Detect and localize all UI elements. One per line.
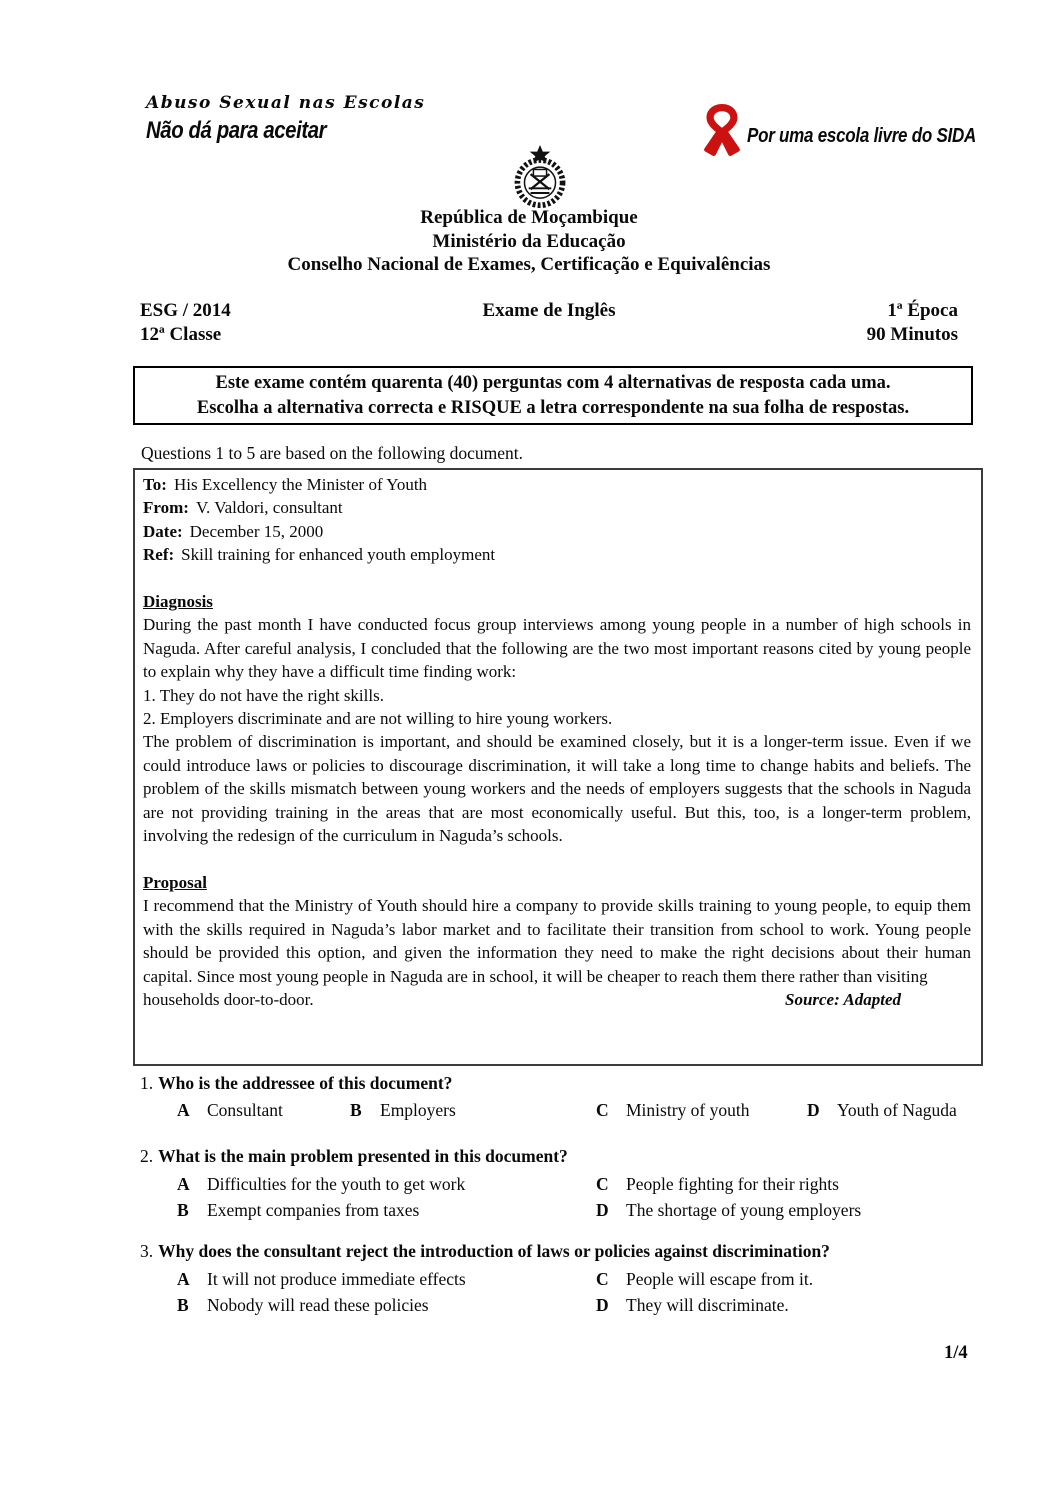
question-2-option-a: [177, 1171, 596, 1197]
diagnosis-reason-2: 2. Employers discriminate and are not willing to hire young workers.: [143, 709, 613, 729]
question-3-option-d: [596, 1292, 1020, 1318]
exam-code: ESG / 2014: [140, 300, 231, 321]
option-letter: B: [350, 1100, 362, 1120]
option-text: They will discriminate.: [626, 1295, 789, 1315]
question-3: [140, 1239, 1020, 1318]
option-text: Consultant: [207, 1100, 283, 1120]
question-3-text: Why does the consultant reject the introduction of laws or policies against discrimination?: [158, 1241, 830, 1261]
option-letter: D: [807, 1100, 820, 1120]
question-3-option-a: [177, 1266, 596, 1292]
option-letter: B: [177, 1200, 189, 1220]
instructions-line2: Escolha a alternativa correcta e RISQUE a letra correspondente na sua folha de respostas.: [196, 397, 910, 418]
question-1-options: [140, 1100, 1020, 1126]
option-text: People fighting for their rights: [626, 1174, 839, 1194]
mozambique-emblem-icon: [506, 145, 574, 209]
memo-from-line: [143, 496, 971, 519]
memo-date-label: Date:: [143, 521, 183, 541]
option-text: The shortage of young employers: [626, 1200, 862, 1220]
source-note: Source: Adapted: [784, 989, 901, 1009]
question-2-options: [140, 1171, 1020, 1223]
option-letter: C: [596, 1100, 609, 1120]
question-2-option-b: [177, 1197, 596, 1223]
question-2-option-c: [596, 1171, 1020, 1197]
campaign-right-block: [699, 103, 989, 169]
question-3-option-c: [596, 1266, 1020, 1292]
diagnosis-paragraph-1: During the past month I have conducted focus group interviews among young people in a number of high schools in Naguda. After careful analysis, I concluded that the following are the two most important reasons cited by young people to explain why they have a difficult time finding work:: [143, 615, 971, 682]
proposal-heading: Proposal: [143, 872, 207, 892]
aids-ribbon-icon: [699, 103, 745, 165]
proposal-last-text: households door-to-door.: [143, 989, 314, 1009]
option-letter: B: [177, 1295, 189, 1315]
memo-ref-value: Skill training for enhanced youth employment: [181, 545, 496, 565]
memo-to-label: To:: [143, 475, 167, 494]
page-number: 1/4: [944, 1343, 968, 1363]
memo-date-line: [143, 520, 971, 543]
exam-epoch: 1ª Época: [887, 300, 958, 321]
question-2-heading: [140, 1144, 1020, 1168]
instructions-box: [133, 366, 973, 425]
question-1-option-d: [807, 1100, 957, 1121]
question-1-number: 1.: [140, 1073, 154, 1093]
question-1-heading: [140, 1071, 1020, 1095]
memo-ref-line: [143, 543, 971, 566]
option-letter: A: [177, 1269, 190, 1289]
option-text: Nobody will read these policies: [207, 1295, 429, 1315]
question-3-heading: [140, 1239, 1020, 1263]
memo-to-value: His Excellency the Minister of Youth: [173, 475, 428, 494]
question-3-number: 3.: [140, 1241, 154, 1261]
option-text: Ministry of youth: [626, 1100, 750, 1120]
campaign-script-text: Abuso Sexual nas Escolas: [146, 93, 426, 113]
option-text: Exempt companies from taxes: [207, 1200, 420, 1220]
campaign-slogan-left: Não dá para aceitar: [146, 117, 327, 144]
exam-meta-right: [738, 299, 958, 346]
exam-title: Exame de Inglês: [482, 300, 616, 321]
question-1-option-c: [596, 1100, 749, 1121]
diagnosis-paragraph-2: The problem of discrimination is important, and should be examined closely, but it is a longer-term issue. Even if we could introduce laws or policies to discourage discrimination, it will take a long time to change habits and beliefs. The problem of the skills mismatch between young workers and the needs of employers suggests that the schools in Naguda are not providing training in the areas that are most economically useful. But this, too, is a longer-term problem, involving the redesign of the curriculum in Naguda’s schools.: [143, 732, 971, 846]
instructions-line1: Este exame contém quarenta (40) perguntas com 4 alternativas de resposta cada uma.: [215, 373, 891, 393]
option-letter: A: [177, 1174, 190, 1194]
option-text: People will escape from it.: [626, 1269, 814, 1289]
option-letter: C: [596, 1174, 609, 1194]
question-1: [140, 1071, 1020, 1126]
question-2-option-d: [596, 1197, 1020, 1223]
questions-intro: Questions 1 to 5 are based on the following document.: [141, 443, 524, 463]
question-2-text: What is the main problem presented in this document?: [158, 1146, 568, 1166]
exam-meta-left: [140, 299, 360, 346]
option-letter: D: [596, 1295, 609, 1315]
option-text: Youth of Naguda: [837, 1100, 957, 1120]
memo-spacer: [143, 567, 971, 590]
exam-meta-row: [140, 299, 958, 346]
diagnosis-heading: Diagnosis: [143, 592, 213, 612]
gov-headings: [0, 206, 1058, 277]
question-1-option-b: [350, 1100, 456, 1121]
option-letter: D: [596, 1200, 609, 1220]
memo-ref-label: Ref:: [143, 545, 175, 565]
gov-heading-council: Conselho Nacional de Exames, Certificação e Equivalências: [287, 254, 771, 275]
campaign-left-block: [146, 93, 425, 145]
aids-ribbon-shape: [704, 104, 740, 156]
emblem-book: [533, 169, 546, 176]
memo-date-value: December 15, 2000: [189, 521, 324, 541]
gov-heading-ministry: Ministério da Educação: [432, 230, 626, 252]
memo-spacer: [143, 847, 971, 870]
proposal-paragraph: I recommend that the Ministry of Youth should hire a company to provide skills training to young people, to equip them with the skills required in Naguda’s labor market and to facilitate their transition from school to work. Young people should be provided this option, and given the information they need to make the right decisions about their human capital. Since most young people in Naguda are in school, it will be cheaper to reach them there rather than visiting: [143, 896, 971, 986]
question-1-text: Who is the addressee of this document?: [158, 1073, 453, 1093]
emblem-sea-lines: [529, 188, 552, 193]
option-text: Employers: [380, 1100, 456, 1120]
option-letter: A: [177, 1100, 190, 1120]
question-1-option-a: [177, 1100, 283, 1121]
memo-to-line: [143, 473, 971, 496]
exam-grade: 12ª Classe: [140, 323, 222, 345]
diagnosis-reason-1: 1. They do not have the right skills.: [143, 685, 384, 705]
exam-duration: 90 Minutos: [866, 323, 958, 345]
campaign-slogan-right: Por uma escola livre do SIDA: [747, 125, 977, 147]
option-text: It will not produce immediate effects: [207, 1269, 466, 1289]
question-3-options: [140, 1266, 1020, 1318]
option-text: Difficulties for the youth to get work: [207, 1174, 466, 1194]
question-2: [140, 1144, 1020, 1223]
question-2-number: 2.: [140, 1146, 154, 1166]
proposal-last-line: [143, 988, 971, 1011]
memo-box: [133, 468, 983, 1066]
gov-heading-republic: República de Moçambique: [420, 207, 638, 228]
memo-from-value: V. Valdori, consultant: [195, 498, 343, 518]
question-3-option-b: [177, 1292, 596, 1318]
memo-from-label: From:: [143, 498, 189, 518]
option-letter: C: [596, 1269, 609, 1289]
